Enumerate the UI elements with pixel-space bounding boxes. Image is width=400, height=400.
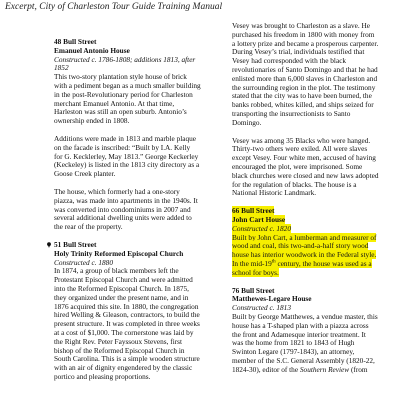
text-line: portico and pleasing proportions.	[54, 371, 151, 381]
text-line: for the regulation of blacks. The house is a	[232, 179, 357, 189]
text-line: in the post-Revolutionary period for Charleston	[54, 89, 193, 99]
text-line: several additional dwelling units were added to	[54, 213, 192, 223]
text-line: 1876 acquired this site. In 1880, the congregation	[54, 301, 199, 311]
pin-marker-icon	[46, 242, 52, 248]
paragraph	[232, 137, 392, 199]
text-line: Thirty-two others were exiled. All were slaves	[232, 144, 368, 154]
text-line: banks robbed, whites killed, and ships seized for	[232, 100, 374, 110]
entry-76-bull-street	[232, 287, 392, 375]
running-head: Excerpt, City of Charleston Tour Guide Training Manual	[5, 2, 223, 12]
entry-address: 66 Bull Street	[232, 206, 275, 216]
text-line: black churches were closed and new laws adopted	[232, 170, 379, 180]
text-line: Harleston was still an open suburb. Antonio’s	[54, 107, 187, 117]
text-line: Goose Creek planter.	[54, 169, 116, 179]
text-line: a lottery prize and became a prosperous carpenter.	[232, 38, 379, 48]
text-line: ownership ended in 1808.	[54, 116, 130, 126]
text-line: This two-story plantation style house of brick	[54, 72, 187, 82]
right-column	[232, 22, 392, 383]
entry-address: 51 Bull Street	[54, 239, 97, 249]
text-line: the Right Rev. Peter Fayssoux Stevens, first	[54, 336, 183, 346]
text-line: member of the S.C. General Assembly (1820-22,	[232, 355, 375, 365]
text-line: revolutionaries of Santo Domingo and that he had	[232, 64, 378, 74]
text-line: was the home from 1821 to 1843 of Hugh	[232, 338, 355, 348]
entry-48-bull-street	[54, 38, 216, 232]
entry-address: 48 Bull Street	[54, 37, 97, 46]
paragraph	[54, 267, 216, 381]
text-line: for G. Kecklerley, May 1813.” George Keckerley	[54, 151, 199, 161]
paragraph	[54, 188, 216, 232]
entry-constructed: Constructed c. 1813	[232, 303, 291, 313]
text-line: Vesey was among 35 Blacks who were hanged.	[232, 135, 371, 145]
text-line: on the facade is inscribed: “Built by I.A. Kelly	[54, 142, 191, 152]
text-line: Built by George Matthewes, a vendue master, this	[232, 311, 378, 321]
text-line: with an air of dignity engendered by the classic	[54, 363, 193, 373]
text-line: enlisted more than 6,000 slaves in Charleston and	[232, 73, 378, 83]
entry-51-bull-street	[54, 241, 216, 382]
entry-constructed: Constructed c. 1880	[54, 257, 113, 267]
text-line: In 1874, a group of black members left the	[54, 266, 179, 276]
entry-66-bull-street-highlighted	[232, 207, 392, 277]
left-column	[54, 38, 216, 391]
text-line: hired Welling & Gleason, contractors, to build the	[54, 310, 200, 320]
text-line: transporting the insurrectionists to Santo	[232, 108, 351, 118]
text-line: at a cost of $1,000. The cornerstone was laid by	[54, 327, 194, 337]
text-line: The house, which formerly had a one-story	[54, 186, 180, 196]
text-line: stated that the city was to have been burned, the	[232, 91, 372, 101]
text-line: Built by John Cart, a lumberman and measurer of	[232, 232, 377, 242]
text-line: Vesey had corresponded with the black	[232, 56, 347, 66]
paragraph	[54, 135, 216, 179]
entry-house-name: Matthewes-Legare House	[232, 294, 312, 304]
text-line-with-italic-title: 1824-30), editor of the Southern Review (from	[232, 364, 368, 374]
text-line: wood and coal, this two-and-a-half story wood	[232, 241, 369, 251]
paragraph	[232, 22, 392, 128]
text-line: National Historic Landmark.	[232, 188, 317, 198]
entry-house-name: Emanuel Antonio House	[54, 45, 130, 55]
text-line: with a pediment began as a much smaller building	[54, 80, 201, 90]
text-line: purchased his freedom in 1800 with money from	[232, 29, 375, 39]
text-line: except Vesey. Four white men, accused of having	[232, 153, 376, 163]
text-line: merchant Emanuel Antonio. At that time,	[54, 98, 175, 108]
text-line: house has interior woodwork in the Federal style.	[232, 250, 377, 260]
entry-constructed-cont: 1852	[54, 63, 69, 73]
text-line: Domingo.	[232, 117, 262, 127]
text-line: school for boys.	[232, 267, 279, 277]
text-line: Protestant Episcopal Church and were admitted	[54, 275, 193, 285]
entry-house-name: John Cart House	[232, 214, 286, 224]
text-line: (Keckeley) is listed in the 1813 city directory as a	[54, 160, 200, 170]
text-line: they organized under the present name, and in	[54, 292, 189, 302]
entry-constructed: Constructed c. 1786-1808; additions 1813, after	[54, 54, 196, 64]
text-line: piazza, was made into apartments in the 1940s. It	[54, 195, 198, 205]
text-line: South Carolina. This is a simple wooden structure	[54, 354, 200, 364]
paragraph	[54, 73, 216, 126]
text-line: the rear of the property.	[54, 222, 123, 232]
text-line: was converted into condominiums in 2007 and	[54, 204, 191, 214]
text-line: the front and Adamesque interior treatment. It	[232, 329, 366, 339]
text-line: During Vesey’s trial, individuals testified that	[232, 47, 365, 57]
text-line: Swinton Legare (1797-1843), an attorney,	[232, 347, 355, 357]
entry-house-name: Holy Trinity Reformed Episcopal Church	[54, 248, 184, 258]
text-line-with-superscript: In the mid-19th century, the house was used as a	[232, 258, 372, 268]
text-line: into the Reformed Episcopal Church. In 1875,	[54, 283, 189, 293]
text-line: the surrounding region in the plot. The testimony	[232, 82, 376, 92]
entry-constructed: Constructed c. 1820	[232, 223, 291, 233]
text-line: encouraged the plot, were imprisoned. Some	[232, 161, 363, 171]
text-line: present structure. It was completed in three weeks	[54, 319, 200, 329]
entry-address: 76 Bull Street	[232, 285, 275, 295]
text-line: Additions were made in 1813 and marble plaque	[54, 133, 197, 143]
text-line: house has a T-shaped plan with a piazza across	[232, 320, 369, 330]
text-line: Vesey was brought to Charleston as a slave. He	[232, 21, 370, 30]
text-line: bishop of the Reformed Episcopal Church in	[54, 345, 185, 355]
